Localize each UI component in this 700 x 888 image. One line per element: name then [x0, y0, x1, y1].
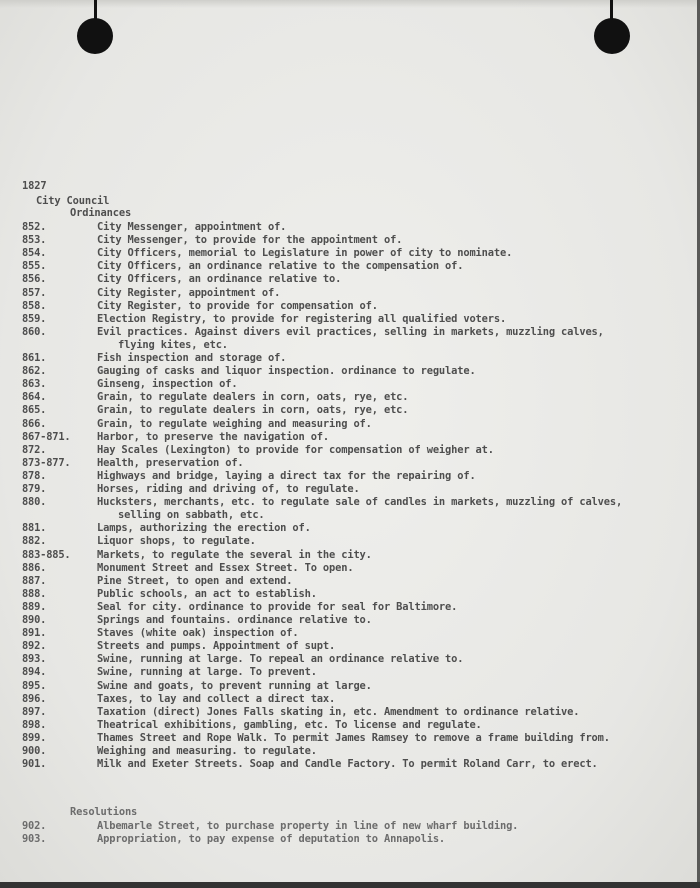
entry-text: City Officers, an ordinance relative to.	[97, 273, 342, 286]
entry-text: Appropriation, to pay expense of deputation to Annapolis.	[97, 833, 446, 846]
entry-text: Gauging of casks and liquor inspection. ordinance to regulate.	[97, 365, 476, 378]
entry-number: 889.	[22, 600, 47, 613]
entry-number: 865.	[22, 404, 47, 417]
entry-text: Grain, to regulate dealers in corn, oats, rye, etc.	[97, 391, 409, 404]
entry-number: 863.	[22, 378, 47, 391]
entry-text: Swine, running at large. To prevent.	[97, 666, 317, 679]
entry-number: 897.	[22, 705, 47, 718]
entry-number: 901.	[22, 758, 47, 771]
entry-number: 903.	[22, 833, 47, 846]
entry-text: City Messenger, to provide for the appointment of.	[97, 234, 403, 247]
entry-number: 887.	[22, 574, 47, 587]
year-heading: 1827	[22, 180, 47, 192]
section-heading: City Council	[36, 195, 110, 207]
entry-text: Highways and bridge, laying a direct tax for the repairing of.	[97, 469, 476, 482]
entry-text: Pine Street, to open and extend.	[97, 574, 293, 587]
entry-text: Ginseng, inspection of.	[97, 378, 238, 391]
entry-number: 860.	[22, 325, 47, 338]
entry-number: 891.	[22, 627, 47, 640]
entry-number: 867-871.	[22, 430, 71, 443]
entry-text: Taxes, to lay and collect a direct tax.	[97, 692, 336, 705]
entry-text: Liquor shops, to regulate.	[97, 535, 256, 548]
entry-text: Theatrical exhibitions, gambling, etc. To license and regulate.	[97, 718, 482, 731]
entry-text: Milk and Exeter Streets. Soap and Candle Factory. To permit Roland Carr, to erect.	[97, 758, 598, 771]
entry-number: 855.	[22, 260, 47, 273]
entry-text: City Officers, memorial to Legislature in power of city to nominate.	[97, 247, 513, 260]
entry-number: 898.	[22, 718, 47, 731]
entry-text: City Messenger, appointment of.	[97, 221, 287, 233]
entry-number: 858.	[22, 299, 47, 312]
subsection-heading: Ordinances	[70, 207, 132, 219]
entry-number: 883-885.	[22, 548, 71, 561]
entry-text: Health, preservation of.	[97, 456, 244, 469]
entry-text: City Officers, an ordinance relative to the compensation of.	[97, 260, 464, 273]
entry-text: Public schools, an act to establish.	[97, 587, 317, 600]
entry-text: Lamps, authorizing the erection of.	[97, 522, 311, 535]
entry-number: 852.	[22, 221, 47, 233]
entry-text: Seal for city. ordinance to provide for seal for Baltimore.	[97, 600, 458, 613]
entry-text: Staves (white oak) inspection of.	[97, 627, 299, 640]
entry-text: Weighing and measuring. to regulate.	[97, 745, 317, 757]
entry-number: 872.	[22, 443, 47, 456]
entry-text: Grain, to regulate weighing and measuring of.	[97, 417, 372, 430]
entry-number: 894.	[22, 666, 47, 679]
entry-text: Swine and goats, to prevent running at large.	[97, 679, 372, 692]
entry-number: 886.	[22, 561, 47, 574]
entry-number: 862.	[22, 365, 47, 378]
entry-number: 861.	[22, 352, 47, 364]
entry-text: Grain, to regulate dealers in corn, oats, rye, etc.	[97, 404, 409, 417]
entry-text: Taxation (direct) Jones Falls skating in, etc. Amendment to ordinance relative.	[97, 705, 580, 718]
entry-number: 902.	[22, 820, 47, 832]
entry-number: 853.	[22, 234, 47, 247]
entry-number: 899.	[22, 731, 47, 744]
entry-text: Fish inspection and storage of.	[97, 352, 287, 364]
entry-number: 879.	[22, 483, 47, 495]
entry-text: City Register, to provide for compensation of.	[97, 299, 378, 312]
entry-number: 892.	[22, 640, 47, 653]
entry-number: 856.	[22, 273, 47, 286]
resolutions-heading: Resolutions	[70, 806, 138, 818]
entry-text: Harbor, to preserve the navigation of.	[97, 430, 330, 443]
entry-number: 866.	[22, 417, 47, 430]
entry-number: 873-877.	[22, 456, 71, 469]
entry-continuation: selling on sabbath, etc.	[118, 509, 265, 522]
entry-continuation: flying kites, etc.	[118, 338, 228, 351]
entry-number: 859.	[22, 312, 47, 325]
entry-text: Springs and fountains. ordinance relative to.	[97, 614, 372, 626]
entry-text: Horses, riding and driving of, to regulate.	[97, 483, 360, 495]
entry-number: 878.	[22, 469, 47, 482]
entry-number: 900.	[22, 745, 47, 757]
entry-number: 881.	[22, 522, 47, 535]
entry-text: City Register, appointment of.	[97, 286, 281, 299]
entry-text: Evil practices. Against divers evil practices, selling in markets, muzzling calves,	[97, 325, 604, 338]
entry-number: 895.	[22, 679, 47, 692]
entry-text: Monument Street and Essex Street. To open.	[97, 561, 354, 574]
entry-number: 893.	[22, 653, 47, 666]
entry-number: 864.	[22, 391, 47, 404]
entry-text: Streets and pumps. Appointment of supt.	[97, 640, 336, 653]
entry-number: 896.	[22, 692, 47, 705]
entry-number: 882.	[22, 535, 47, 548]
entry-number: 857.	[22, 286, 47, 299]
entry-text: Election Registry, to provide for registering all qualified voters.	[97, 312, 507, 325]
entry-number: 888.	[22, 587, 47, 600]
entry-text: Swine, running at large. To repeal an ordinance relative to.	[97, 653, 464, 666]
entry-text: Hay Scales (Lexington) to provide for compensation of weigher at.	[97, 443, 494, 456]
entry-text: Thames Street and Rope Walk. To permit James Ramsey to remove a frame building from.	[97, 731, 610, 744]
entry-number: 880.	[22, 496, 47, 509]
entry-number: 890.	[22, 614, 47, 626]
entry-text: Albemarle Street, to purchase property in line of new wharf building.	[97, 820, 519, 832]
entry-number: 854.	[22, 247, 47, 260]
entry-text: Hucksters, merchants, etc. to regulate sale of candles in markets, muzzling of calves,	[97, 496, 623, 509]
entry-text: Markets, to regulate the several in the city.	[97, 548, 372, 561]
